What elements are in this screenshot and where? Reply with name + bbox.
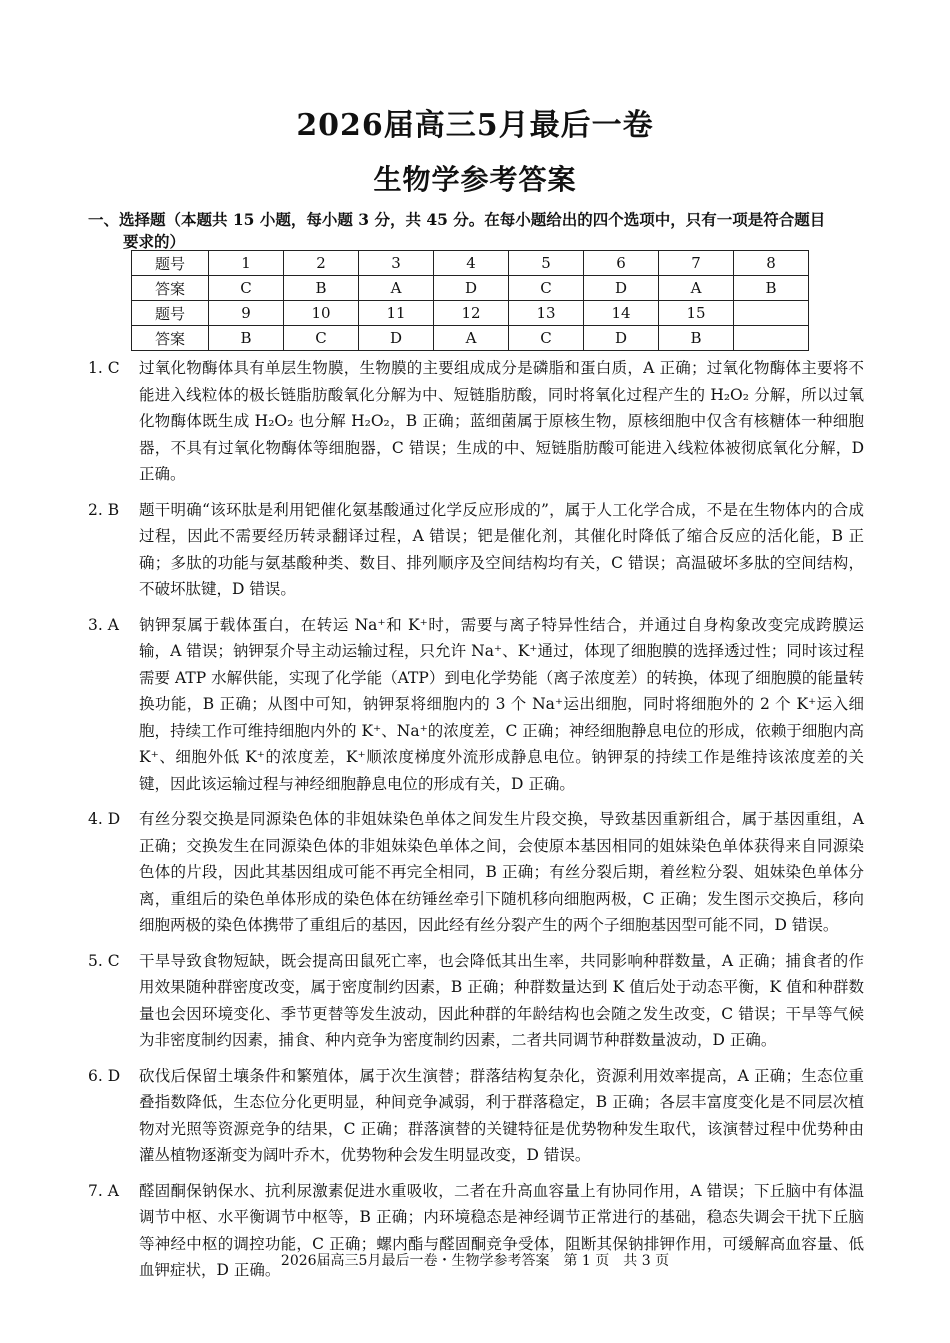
explanation-item	[88, 948, 864, 1054]
explanation-item	[88, 497, 864, 603]
explanation-number: 4. D	[88, 810, 121, 828]
table-row	[132, 301, 809, 326]
explanation-text: 砍伐后保留土壤条件和繁殖体，属于次生演替；群落结构复杂化，资源利用效率提高，A 正确；生态位重叠指数降低，生态位分化更明显，种间竞争减弱，利于群落稳定，B 正确；各层丰富度变化是不同层次植物对光照等资源竞争的结果，C 正确；群落演替的关键特征是优势物种发生取代，该演替过程中优势种由灌丛植物逐渐变为阔叶乔木，优势物种会发生明显改变，D 错误。	[139, 1066, 864, 1164]
table-cell: 1	[209, 251, 284, 276]
explanation-list	[88, 355, 864, 1293]
table-cell: D	[434, 276, 509, 301]
table-cell: A	[359, 276, 434, 301]
explanation-number: 2. B	[88, 500, 120, 519]
table-cell: B	[734, 276, 809, 301]
table-cell: C	[509, 276, 584, 301]
table-cell: 7	[659, 251, 734, 276]
table-cell: D	[584, 326, 659, 351]
table-row	[132, 326, 809, 351]
table-cell: 9	[209, 301, 284, 326]
table-row	[132, 276, 809, 301]
table-cell: A	[659, 276, 734, 301]
explanation-number: 7. A	[88, 1181, 119, 1200]
explanation-item	[88, 612, 864, 798]
explanation-item	[88, 806, 864, 939]
table-row-header: 答案	[132, 326, 209, 351]
table-cell: 12	[434, 301, 509, 326]
table-cell: 14	[584, 301, 659, 326]
explanation-text: 钠钾泵属于载体蛋白，在转运 Na⁺和 K⁺时，需要与离子特异性结合，并通过自身构象改变完成跨膜运输，A 错误；钠钾泵介导主动运输过程，只允许 Na⁺、K⁺通过，体现了细胞膜的选择透过性；同时该过程需要 ATP 水解供能，实现了化学能（ATP）到电化学势能（离子浓度差）的转换，体现了细胞膜的能量转换功能，B 正确；从图中可知，钠钾泵将细胞内的 3 个 Na⁺运出细胞，同时将细胞外的 2 个 K⁺运入细胞，持续工作可维持细胞内外的 K⁺、Na⁺的浓度差，C 正确；神经细胞静息电位的形成，依赖于细胞内高 K⁺、细胞外低 K⁺的浓度差，K⁺顺浓度梯度外流形成静息电位。钠钾泵的持续工作是维持该浓度差的关键，因此该运输过程与神经细胞静息电位的形成有关，D 正确。	[139, 615, 864, 793]
table-cell: 8	[734, 251, 809, 276]
table-row	[132, 251, 809, 276]
table-cell	[734, 301, 809, 326]
table-cell: 6	[584, 251, 659, 276]
table-cell: A	[434, 326, 509, 351]
table-cell: B	[659, 326, 734, 351]
table-row-header: 答案	[132, 276, 209, 301]
page-title: 2026届高三5月最后一卷	[296, 108, 654, 143]
table-cell: 10	[284, 301, 359, 326]
table-cell	[734, 326, 809, 351]
table-cell: 15	[659, 301, 734, 326]
table-cell: 3	[359, 251, 434, 276]
table-cell: 11	[359, 301, 434, 326]
section-heading-line2: 要求的）	[123, 232, 186, 251]
table-row-header: 题号	[132, 251, 209, 276]
explanation-text: 有丝分裂交换是同源染色体的非姐妹染色单体之间发生片段交换，导致基因重新组合，属于基因重组，A 正确；交换发生在同源染色体的非姐妹染色单体之间，会使原本基因相同的姐妹染色单体获得来自同源染色体的片段，因此其基因组成可能不再完全相同，B 正确；有丝分裂后期，着丝粒分裂、姐妹染色单体分离，重组后的染色单体形成的染色体在纺锤丝牵引下随机移向细胞两极，C 正确；发生图示交换后，移向细胞两极的染色体携带了重组后的基因，因此经有丝分裂产生的两个子细胞基因型可能不同，D 错误。	[139, 810, 864, 934]
explanation-number: 1. C	[88, 359, 120, 377]
explanation-number: 5. C	[88, 951, 120, 970]
page-footer: 2026届高三5月最后一卷・生物学参考答案 第 1 页 共 3 页	[280, 1253, 670, 1269]
explanation-text: 题干明确“该环肽是利用钯催化氨基酸通过化学反应形成的”，属于人工化学合成，不是在生物体内的合成过程，因此不需要经历转录翻译过程，A 错误；钯是催化剂，其催化时降低了缩合反应的活化能，B 正确；多肽的功能与氨基酸种类、数目、排列顺序及空间结构均有关，C 错误；高温破坏多肽的空间结构，不破坏肽键，D 错误。	[139, 500, 864, 598]
table-cell: D	[359, 326, 434, 351]
section-heading-line1: 一、选择题（本题共 15 小题，每小题 3 分，共 45 分。在每小题给出的四个选项中，只有一项是符合题目	[88, 210, 826, 229]
table-cell: C	[509, 326, 584, 351]
table-cell: B	[209, 326, 284, 351]
table-row-header: 题号	[132, 301, 209, 326]
table-cell: D	[584, 276, 659, 301]
explanation-number: 6. D	[88, 1066, 121, 1085]
table-cell: C	[209, 276, 284, 301]
table-cell: 5	[509, 251, 584, 276]
section-heading	[88, 209, 878, 253]
table-cell: 2	[284, 251, 359, 276]
table-cell: 4	[434, 251, 509, 276]
explanation-item	[88, 355, 864, 488]
table-cell: C	[284, 326, 359, 351]
explanation-text: 干旱导致食物短缺，既会提高田鼠死亡率，也会降低其出生率，共同影响种群数量，A 正确；捕食者的作用效果随种群密度改变，属于密度制约因素，B 正确；种群数量达到 K 值后处于动态平衡，K 值和种群数量也会因环境变化、季节更替等发生波动，因此种群的年龄结构也会随之发生改变，C 错误；干旱等气候为非密度制约因素，捕食、种内竞争为密度制约因素，二者共同调节种群数量波动，D 正确。	[139, 951, 864, 1049]
table-cell: 13	[509, 301, 584, 326]
explanation-text: 醛固酮保钠保水、抗利尿激素促进水重吸收，二者在升高血容量上有协同作用，A 错误；下丘脑中有体温调节中枢、水平衡调节中枢等，B 正确；内环境稳态是神经调节正常进行的基础，稳态失调会干扰下丘脑等神经中枢的调控功能，C 正确；螺内酯与醛固酮竞争受体，阻断其保钠排钾作用，可缓解高血容量、低血钾症状，D 正确。	[139, 1181, 864, 1279]
explanation-item	[88, 1063, 864, 1169]
explanation-number: 3. A	[88, 615, 119, 634]
table-cell: B	[284, 276, 359, 301]
answer-table	[131, 250, 809, 351]
page-subtitle: 生物学参考答案	[373, 163, 577, 196]
explanation-text: 过氧化物酶体具有单层生物膜，生物膜的主要组成成分是磷脂和蛋白质，A 正确；过氧化物酶体主要将不能进入线粒体的极长链脂肪酸氧化分解为中、短链脂肪酸，同时将氧化过程产生的 H₂O₂ 分解，所以过氧化物酶体既生成 H₂O₂ 也分解 H₂O₂，B 正确；蓝细菌属于原核生物，原核细胞中仅含有核糖体一种细胞器，不具有过氧化物酶体等细胞器，C 错误；生成的中、短链脂肪酸可能进入线粒体被彻底氧化分解，D 正确。	[139, 359, 864, 483]
